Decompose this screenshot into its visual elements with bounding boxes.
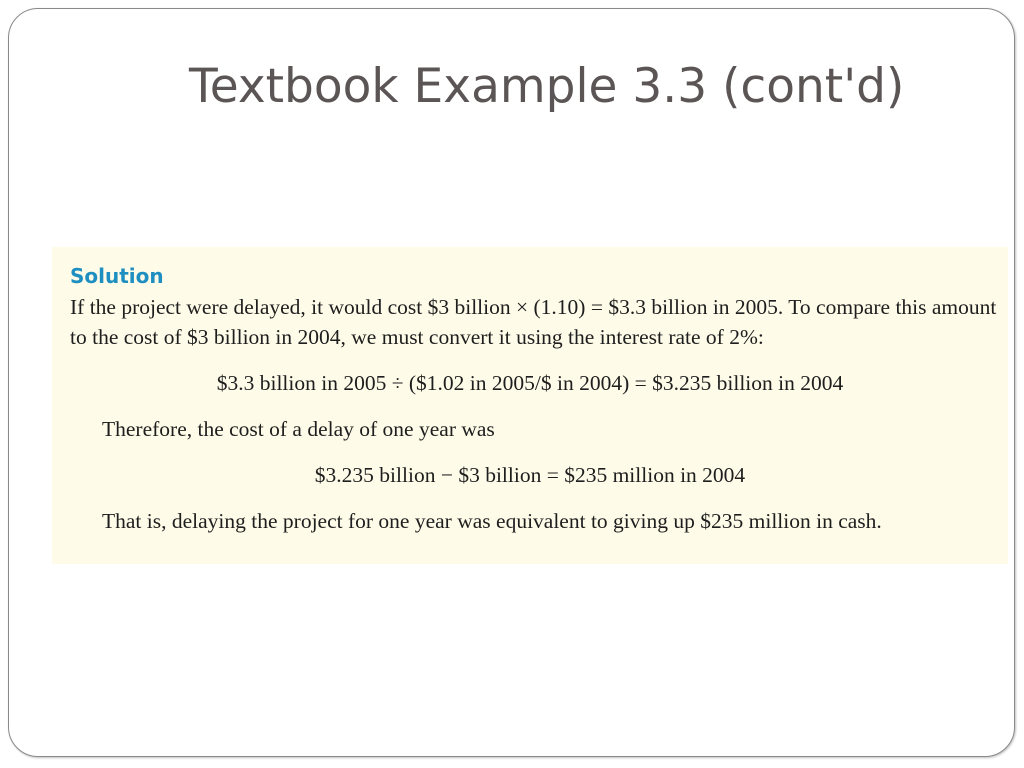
conclusion-text: Therefore, the cost of a delay of one year was — [102, 417, 495, 441]
slide-title: Textbook Example 3.3 (cont'd) — [189, 59, 905, 114]
solution-paragraph: If the project were delayed, it would cost $3 billion × (1.10) = $3.3 billion in 2005. To compare this amount to the cost of $3 billion in 2004, we must convert it using the interest rate of 2%: — [70, 295, 997, 349]
slide — [8, 8, 1015, 757]
summary-text: That is, delaying the project for one year was equivalent to giving up $235 million in cash. — [102, 509, 882, 533]
equation-2: $3.235 billion − $3 billion = $235 million in 2004 — [314, 463, 746, 487]
solution-box — [52, 247, 1008, 564]
solution-heading: Solution — [70, 264, 164, 288]
equation-1: $3.3 billion in 2005 ÷ ($1.02 in 2005/$ in 2004) = $3.235 billion in 2004 — [216, 371, 844, 395]
